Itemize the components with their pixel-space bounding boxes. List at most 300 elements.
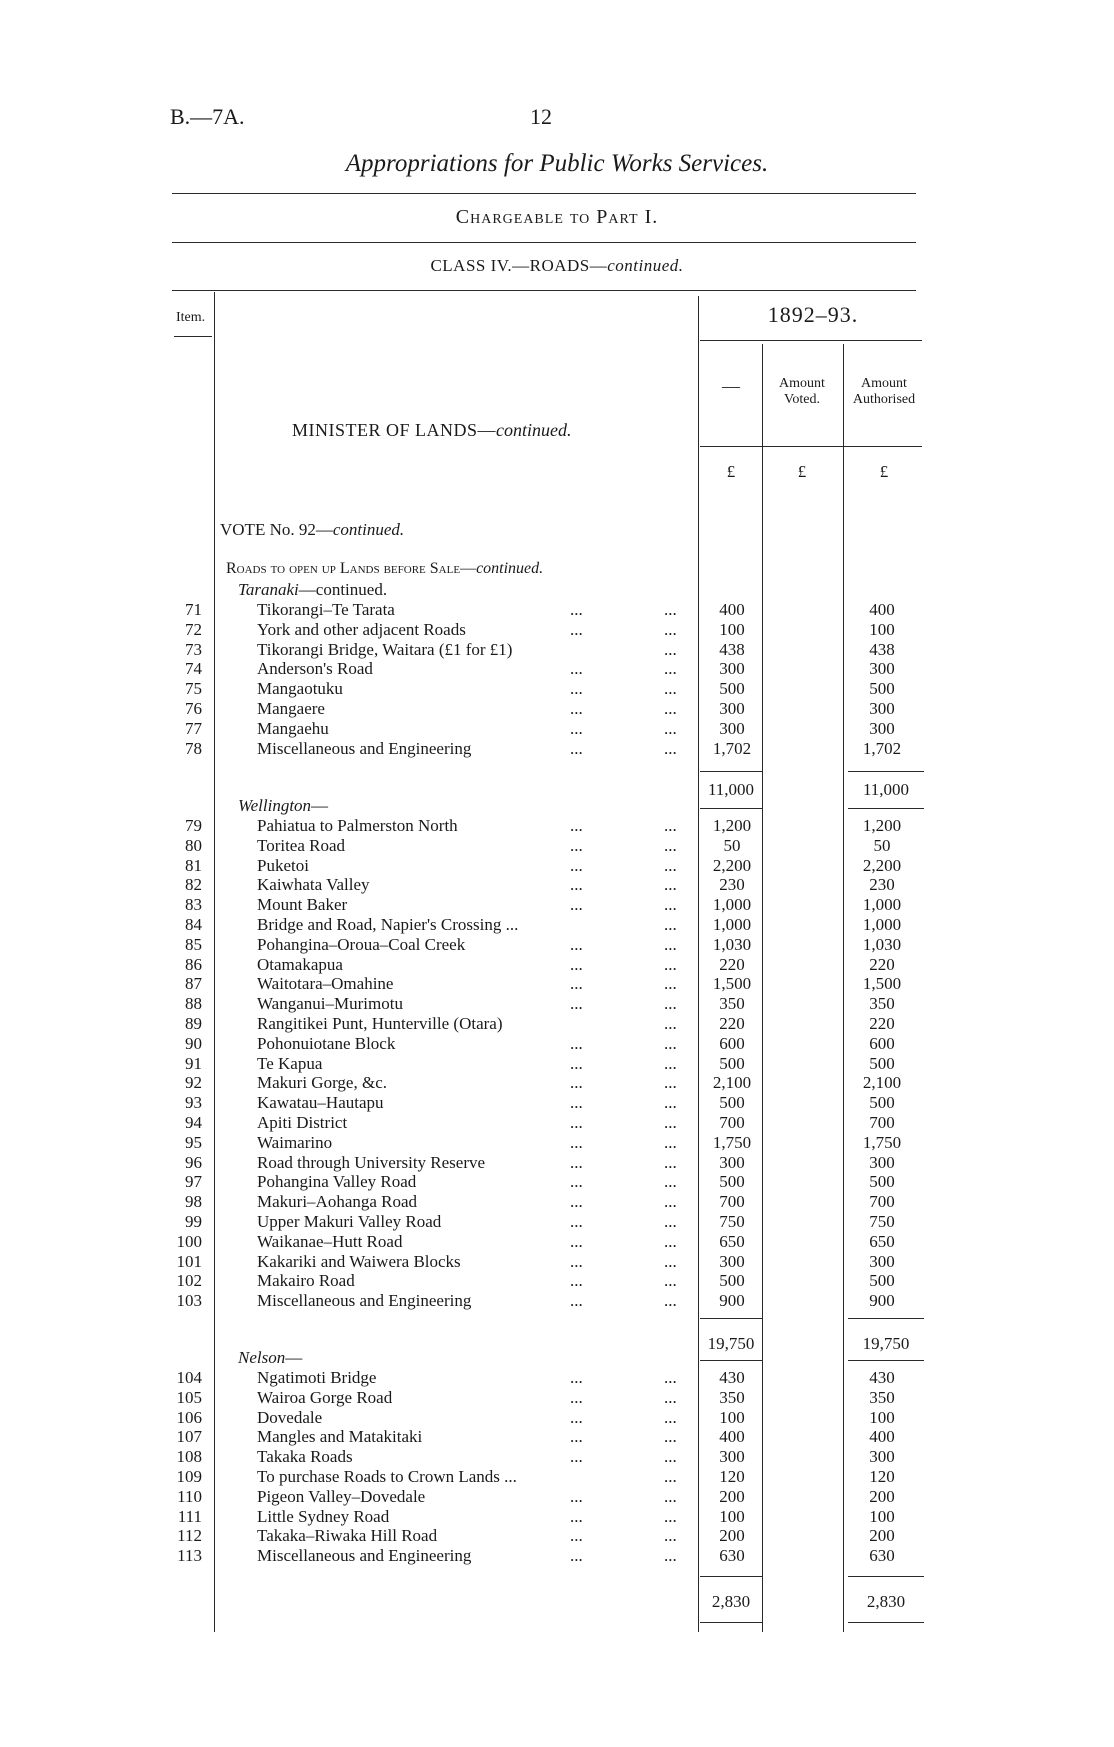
item-number: 102 bbox=[176, 1271, 202, 1291]
item-number: 77 bbox=[185, 718, 202, 738]
nelson-total-amount: 2,830 bbox=[711, 1592, 751, 1611]
amount-authorised-header: Amount Authorised bbox=[852, 376, 916, 407]
item-number: 98 bbox=[185, 1192, 202, 1212]
amount-cell: 2,100 bbox=[712, 1073, 752, 1093]
amount-cell: 300 bbox=[719, 718, 745, 738]
authorised-cell: 300 bbox=[869, 699, 895, 718]
item-name: Takaka Roads bbox=[257, 1447, 353, 1467]
amount-cell: 230 bbox=[719, 875, 745, 895]
leader-dots: ... bbox=[664, 1172, 677, 1192]
amount-cell: 630 bbox=[719, 1546, 745, 1566]
leader-dots: ... bbox=[664, 1546, 677, 1566]
table-row bbox=[0, 679, 1114, 699]
table-row bbox=[0, 875, 1114, 895]
item-number: 83 bbox=[185, 895, 202, 915]
item-number: 93 bbox=[185, 1093, 202, 1113]
leader-dots: ... bbox=[664, 1073, 677, 1093]
leader-dots: ... bbox=[664, 1053, 677, 1073]
table-row bbox=[0, 640, 1114, 660]
item-number: 95 bbox=[185, 1132, 202, 1152]
leader-dots: ... bbox=[664, 600, 677, 619]
authorised-cell: 430 bbox=[869, 1368, 895, 1387]
region-heading-wellington: Wellington— bbox=[238, 796, 329, 815]
leader-dots: ... bbox=[664, 1033, 677, 1053]
leader-dots: ... bbox=[570, 1251, 583, 1271]
table-row bbox=[0, 895, 1114, 915]
authorised-cell: 220 bbox=[869, 954, 895, 974]
vote-heading: VOTE No. 92—continued. bbox=[220, 520, 405, 539]
item-name: Mangaere bbox=[257, 699, 325, 718]
authorised-cell: 438 bbox=[869, 639, 895, 659]
leader-dots: ... bbox=[664, 659, 677, 679]
item-number: 101 bbox=[176, 1251, 202, 1271]
subtotal-rule bbox=[848, 1576, 924, 1577]
table-row bbox=[0, 1388, 1114, 1408]
amount-cell: 438 bbox=[719, 639, 745, 659]
item-number: 87 bbox=[185, 974, 202, 994]
item-number: 72 bbox=[185, 619, 202, 639]
authorised-cell: 650 bbox=[869, 1231, 895, 1251]
region-heading-taranaki: Taranaki—continued. bbox=[238, 580, 388, 599]
leader-dots: ... bbox=[570, 1192, 583, 1212]
minister-heading: MINISTER OF LANDS—continued. bbox=[292, 420, 572, 440]
amount-cell: 700 bbox=[719, 1113, 745, 1132]
item-header-rule bbox=[174, 336, 212, 337]
amount-cell: 500 bbox=[719, 1093, 745, 1113]
item-number: 91 bbox=[185, 1053, 202, 1073]
leader-dots: ... bbox=[664, 835, 677, 855]
item-number: 84 bbox=[185, 915, 202, 934]
table-row bbox=[0, 1153, 1114, 1173]
table-row bbox=[0, 1427, 1114, 1447]
item-name: Dovedale bbox=[257, 1407, 323, 1427]
item-number: 86 bbox=[185, 954, 202, 974]
authorised-cell: 300 bbox=[869, 718, 895, 738]
item-name: Apiti District bbox=[257, 1113, 348, 1132]
leader-dots: ... bbox=[570, 1427, 583, 1447]
leader-dots: ... bbox=[570, 1526, 583, 1546]
leader-dots: ... bbox=[664, 718, 677, 738]
item-number: 82 bbox=[185, 875, 202, 895]
amount-cell: 300 bbox=[719, 1447, 745, 1467]
class-rule bbox=[172, 290, 916, 291]
leader-dots: ... bbox=[664, 1387, 677, 1407]
leader-dots: ... bbox=[570, 1212, 583, 1231]
leader-dots: ... bbox=[664, 1212, 677, 1231]
leader-dots: ... bbox=[664, 954, 677, 974]
leader-dots: ... bbox=[570, 1486, 583, 1506]
item-number: 104 bbox=[176, 1368, 202, 1387]
amount-cell: 600 bbox=[719, 1033, 745, 1053]
item-name: Waitotara–Omahine bbox=[257, 974, 394, 994]
region-heading-nelson: Nelson— bbox=[238, 1348, 303, 1367]
amount-cell: 100 bbox=[719, 619, 745, 639]
item-number: 103 bbox=[176, 1291, 202, 1311]
total-rule bbox=[700, 1360, 762, 1361]
amount-cell: 220 bbox=[719, 1014, 745, 1033]
leader-dots: ... bbox=[664, 816, 677, 835]
leader-dots: ... bbox=[570, 974, 583, 994]
amount-cell: 300 bbox=[719, 659, 745, 679]
table-row bbox=[0, 719, 1114, 739]
authorised-cell: 700 bbox=[869, 1192, 895, 1212]
leader-dots: ... bbox=[570, 994, 583, 1014]
class-heading: CLASS IV.—ROADS—continued. bbox=[430, 256, 684, 275]
authorised-cell: 500 bbox=[869, 1093, 895, 1113]
item-number: 79 bbox=[185, 816, 202, 835]
table-row bbox=[0, 1054, 1114, 1074]
item-name: York and other adjacent Roads bbox=[257, 619, 466, 639]
authorised-cell: 350 bbox=[869, 994, 895, 1014]
item-number: 90 bbox=[185, 1033, 202, 1053]
item-name: Ngatimoti Bridge bbox=[257, 1368, 377, 1387]
item-number: 107 bbox=[176, 1427, 202, 1447]
item-number: 97 bbox=[185, 1172, 202, 1192]
authorised-cell: 1,750 bbox=[862, 1132, 902, 1152]
leader-dots: ... bbox=[570, 954, 583, 974]
item-name: Mount Baker bbox=[257, 895, 348, 915]
table-row bbox=[0, 1034, 1114, 1054]
table-row bbox=[0, 659, 1114, 679]
authorised-cell: 200 bbox=[869, 1526, 895, 1546]
leader-dots: ... bbox=[570, 619, 583, 639]
leader-dots: ... bbox=[664, 1152, 677, 1172]
item-number: 108 bbox=[176, 1447, 202, 1467]
item-number: 80 bbox=[185, 835, 202, 855]
leader-dots: ... bbox=[570, 1506, 583, 1526]
table-row bbox=[0, 1546, 1114, 1566]
authorised-cell: 1,000 bbox=[862, 895, 902, 915]
subtotal-rule bbox=[848, 1318, 924, 1319]
first-column-header: — bbox=[722, 376, 740, 396]
authorised-cell: 300 bbox=[869, 1447, 895, 1467]
nelson-total-authorised: 2,830 bbox=[866, 1592, 906, 1611]
amount-cell: 350 bbox=[719, 1387, 745, 1407]
taranaki-total-authorised: 11,000 bbox=[862, 780, 910, 799]
table-row bbox=[0, 1467, 1114, 1487]
table-row bbox=[0, 1271, 1114, 1291]
amount-cell: 1,200 bbox=[712, 816, 752, 835]
leader-dots: ... bbox=[664, 994, 677, 1014]
leader-dots: ... bbox=[664, 855, 677, 875]
authorised-cell: 300 bbox=[869, 1251, 895, 1271]
item-name: Toritea Road bbox=[257, 835, 346, 855]
authorised-cell: 2,200 bbox=[862, 855, 902, 875]
authorised-cell: 300 bbox=[869, 659, 895, 679]
amount-cell: 300 bbox=[719, 699, 745, 718]
leader-dots: ... bbox=[570, 1231, 583, 1251]
table-row bbox=[0, 1447, 1114, 1467]
leader-dots: ... bbox=[664, 915, 677, 934]
leader-dots: ... bbox=[664, 1427, 677, 1447]
amount-cell: 1,000 bbox=[712, 915, 752, 934]
table-row bbox=[0, 1113, 1114, 1133]
amount-cell: 500 bbox=[719, 1172, 745, 1192]
table-row bbox=[0, 1133, 1114, 1153]
leader-dots: ... bbox=[570, 718, 583, 738]
item-number: 89 bbox=[185, 1014, 202, 1033]
item-number: 105 bbox=[176, 1387, 202, 1407]
leader-dots: ... bbox=[570, 1113, 583, 1132]
table-row bbox=[0, 1073, 1114, 1093]
table-row bbox=[0, 935, 1114, 955]
leader-dots: ... bbox=[664, 934, 677, 954]
item-name: Waimarino bbox=[257, 1132, 333, 1152]
leader-dots: ... bbox=[664, 1407, 677, 1427]
table-row bbox=[0, 1252, 1114, 1272]
authorised-cell: 230 bbox=[869, 875, 895, 895]
item-number: 96 bbox=[185, 1152, 202, 1172]
item-name: Mangles and Matakitaki bbox=[257, 1427, 423, 1447]
item-name: Otamakapua bbox=[257, 954, 343, 974]
item-name: Mangaotuku bbox=[257, 679, 343, 699]
item-number: 99 bbox=[185, 1212, 202, 1231]
leader-dots: ... bbox=[570, 1407, 583, 1427]
leader-dots: ... bbox=[664, 1506, 677, 1526]
table-row bbox=[0, 974, 1114, 994]
leader-dots: ... bbox=[570, 1546, 583, 1566]
item-name: Kakariki and Waiwera Blocks bbox=[257, 1251, 461, 1271]
leader-dots: ... bbox=[664, 1291, 677, 1311]
leader-dots: ... bbox=[570, 1033, 583, 1053]
subtotal-rule bbox=[700, 1576, 762, 1577]
amount-cell: 650 bbox=[719, 1231, 745, 1251]
amount-cell: 500 bbox=[719, 1271, 745, 1291]
leader-dots: ... bbox=[570, 1152, 583, 1172]
item-number: 92 bbox=[185, 1073, 202, 1093]
item-name: Road through University Reserve bbox=[257, 1152, 486, 1172]
item-number: 111 bbox=[177, 1506, 202, 1526]
item-name: Puketoi bbox=[257, 855, 309, 875]
header-bottom-rule bbox=[700, 446, 922, 447]
authorised-cell: 2,100 bbox=[862, 1073, 902, 1093]
leader-dots: ... bbox=[570, 875, 583, 895]
page-number: 12 bbox=[530, 104, 552, 129]
leader-dots: ... bbox=[570, 855, 583, 875]
amount-cell: 1,030 bbox=[712, 934, 752, 954]
authorised-cell: 200 bbox=[869, 1486, 895, 1506]
authorised-cell: 500 bbox=[869, 1172, 895, 1192]
item-name: Pahiatua to Palmerston North bbox=[257, 816, 458, 835]
year-header: 1892–93. bbox=[767, 302, 859, 327]
wellington-total-amount: 19,750 bbox=[707, 1334, 755, 1353]
table-row bbox=[0, 1408, 1114, 1428]
item-name: Pohonuiotane Block bbox=[257, 1033, 396, 1053]
pound-sign-1: £ bbox=[726, 462, 736, 481]
leader-dots: ... bbox=[570, 1271, 583, 1291]
authorised-cell: 1,000 bbox=[862, 915, 902, 934]
total-rule bbox=[848, 1622, 924, 1623]
item-number: 71 bbox=[185, 600, 202, 619]
leader-dots: ... bbox=[570, 699, 583, 718]
item-name: Pohangina–Oroua–Coal Creek bbox=[257, 934, 466, 954]
leader-dots: ... bbox=[664, 679, 677, 699]
subtotal-rule bbox=[700, 1318, 762, 1319]
item-name: Pigeon Valley–Dovedale bbox=[257, 1486, 426, 1506]
table-row bbox=[0, 915, 1114, 935]
leader-dots: ... bbox=[664, 699, 677, 718]
leader-dots: ... bbox=[570, 1132, 583, 1152]
amount-cell: 500 bbox=[719, 679, 745, 699]
item-name: Makuri–Aohanga Road bbox=[257, 1192, 418, 1212]
amount-cell: 1,000 bbox=[712, 895, 752, 915]
item-name: Wanganui–Murimotu bbox=[257, 994, 403, 1014]
authorised-cell: 600 bbox=[869, 1033, 895, 1053]
authorised-cell: 400 bbox=[869, 1427, 895, 1447]
table-row bbox=[0, 1526, 1114, 1546]
item-name: Mangaehu bbox=[257, 718, 329, 738]
table-row bbox=[0, 1014, 1114, 1034]
amount-cell: 900 bbox=[719, 1291, 745, 1311]
amount-cell: 220 bbox=[719, 954, 745, 974]
amount-cell: 350 bbox=[719, 994, 745, 1014]
table-row bbox=[0, 1192, 1114, 1212]
document-reference: B.—7A. bbox=[170, 104, 245, 129]
authorised-cell: 300 bbox=[869, 1152, 895, 1172]
total-rule bbox=[700, 1622, 762, 1623]
amount-cell: 300 bbox=[719, 1251, 745, 1271]
leader-dots: ... bbox=[570, 835, 583, 855]
authorised-cell: 1,030 bbox=[862, 934, 902, 954]
item-name: Tikorangi Bridge, Waitara (£1 for £1) bbox=[257, 639, 513, 659]
item-name: Makuri Gorge, &c. bbox=[257, 1073, 387, 1093]
leader-dots: ... bbox=[570, 1093, 583, 1113]
table-row bbox=[0, 1212, 1114, 1232]
roads-heading: Roads to open up Lands before Sale—continued. bbox=[226, 560, 544, 577]
authorised-cell: 500 bbox=[869, 679, 895, 699]
table-row bbox=[0, 699, 1114, 719]
amount-cell: 700 bbox=[719, 1192, 745, 1212]
amount-cell: 2,200 bbox=[712, 855, 752, 875]
item-name: Miscellaneous and Engineering bbox=[257, 1291, 472, 1311]
leader-dots: ... bbox=[664, 1467, 677, 1486]
leader-dots: ... bbox=[664, 1447, 677, 1467]
authorised-cell: 1,500 bbox=[862, 974, 902, 994]
subtitle-rule bbox=[172, 242, 916, 243]
chargeable-heading: Chargeable to Part I. bbox=[455, 206, 659, 228]
authorised-cell: 50 bbox=[873, 835, 891, 855]
amount-cell: 1,500 bbox=[712, 974, 752, 994]
leader-dots: ... bbox=[570, 1073, 583, 1093]
pound-sign-3: £ bbox=[879, 462, 889, 481]
year-rule bbox=[700, 340, 922, 341]
item-name: Little Sydney Road bbox=[257, 1506, 390, 1526]
item-name: Takaka–Riwaka Hill Road bbox=[257, 1526, 438, 1546]
table-row bbox=[0, 739, 1114, 759]
item-name: Anderson's Road bbox=[257, 659, 373, 679]
leader-dots: ... bbox=[570, 895, 583, 915]
total-rule bbox=[848, 808, 924, 809]
total-rule bbox=[848, 1360, 924, 1361]
item-name: Kawatau–Hautapu bbox=[257, 1093, 384, 1113]
amount-cell: 100 bbox=[719, 1506, 745, 1526]
authorised-cell: 100 bbox=[869, 619, 895, 639]
item-number: 112 bbox=[177, 1526, 202, 1546]
item-number: 74 bbox=[185, 659, 202, 679]
amount-cell: 400 bbox=[719, 1427, 745, 1447]
leader-dots: ... bbox=[570, 659, 583, 679]
leader-dots: ... bbox=[664, 974, 677, 994]
item-name: Waikanae–Hutt Road bbox=[257, 1231, 403, 1251]
item-name: Tikorangi–Te Tarata bbox=[257, 600, 395, 619]
table-row bbox=[0, 856, 1114, 876]
amount-cell: 400 bbox=[719, 600, 745, 619]
authorised-cell: 1,702 bbox=[862, 738, 902, 758]
authorised-cell: 900 bbox=[869, 1291, 895, 1311]
item-number: 100 bbox=[176, 1231, 202, 1251]
table-row bbox=[0, 1232, 1114, 1252]
item-number: 85 bbox=[185, 934, 202, 954]
item-number: 113 bbox=[177, 1546, 202, 1566]
amount-cell: 1,750 bbox=[712, 1132, 752, 1152]
item-name: Miscellaneous and Engineering bbox=[257, 1546, 472, 1566]
authorised-cell: 220 bbox=[869, 1014, 895, 1033]
taranaki-total-amount: 11,000 bbox=[707, 780, 755, 799]
leader-dots: ... bbox=[570, 1368, 583, 1387]
leader-dots: ... bbox=[664, 1368, 677, 1387]
leader-dots: ... bbox=[664, 738, 677, 758]
leader-dots: ... bbox=[570, 679, 583, 699]
leader-dots: ... bbox=[664, 1113, 677, 1132]
table-row bbox=[0, 1507, 1114, 1527]
item-name: Te Kapua bbox=[257, 1053, 323, 1073]
authorised-cell: 100 bbox=[869, 1506, 895, 1526]
total-rule bbox=[700, 808, 762, 809]
item-number: 76 bbox=[185, 699, 202, 718]
leader-dots: ... bbox=[570, 600, 583, 619]
amount-cell: 50 bbox=[723, 835, 741, 855]
leader-dots: ... bbox=[664, 1271, 677, 1291]
leader-dots: ... bbox=[664, 639, 677, 659]
leader-dots: ... bbox=[664, 895, 677, 915]
table-row bbox=[0, 816, 1114, 836]
amount-cell: 750 bbox=[719, 1212, 745, 1231]
item-number: 106 bbox=[176, 1407, 202, 1427]
item-name: Bridge and Road, Napier's Crossing ... bbox=[257, 915, 519, 934]
amount-cell: 500 bbox=[719, 1053, 745, 1073]
authorised-cell: 630 bbox=[869, 1546, 895, 1566]
item-name: Wairoa Gorge Road bbox=[257, 1387, 393, 1407]
leader-dots: ... bbox=[664, 1192, 677, 1212]
authorised-cell: 1,200 bbox=[862, 816, 902, 835]
table-row bbox=[0, 1368, 1114, 1388]
table-row bbox=[0, 1291, 1114, 1311]
authorised-cell: 500 bbox=[869, 1271, 895, 1291]
table-row bbox=[0, 600, 1114, 620]
amount-cell: 120 bbox=[719, 1467, 745, 1486]
leader-dots: ... bbox=[664, 1231, 677, 1251]
item-name: Upper Makuri Valley Road bbox=[257, 1212, 442, 1231]
leader-dots: ... bbox=[570, 1172, 583, 1192]
authorised-cell: 400 bbox=[869, 600, 895, 619]
leader-dots: ... bbox=[664, 619, 677, 639]
item-name: Kaiwhata Valley bbox=[257, 875, 370, 895]
authorised-cell: 350 bbox=[869, 1387, 895, 1407]
leader-dots: ... bbox=[570, 738, 583, 758]
amount-cell: 200 bbox=[719, 1486, 745, 1506]
item-name: Miscellaneous and Engineering bbox=[257, 738, 472, 758]
item-number: 109 bbox=[176, 1467, 202, 1486]
leader-dots: ... bbox=[664, 1132, 677, 1152]
amount-voted-header: Amount Voted. bbox=[779, 376, 825, 407]
table-row bbox=[0, 620, 1114, 640]
table-row bbox=[0, 1172, 1114, 1192]
leader-dots: ... bbox=[664, 1014, 677, 1033]
leader-dots: ... bbox=[664, 1486, 677, 1506]
amount-cell: 200 bbox=[719, 1526, 745, 1546]
authorised-cell: 750 bbox=[869, 1212, 895, 1231]
pound-sign-2: £ bbox=[797, 462, 807, 481]
